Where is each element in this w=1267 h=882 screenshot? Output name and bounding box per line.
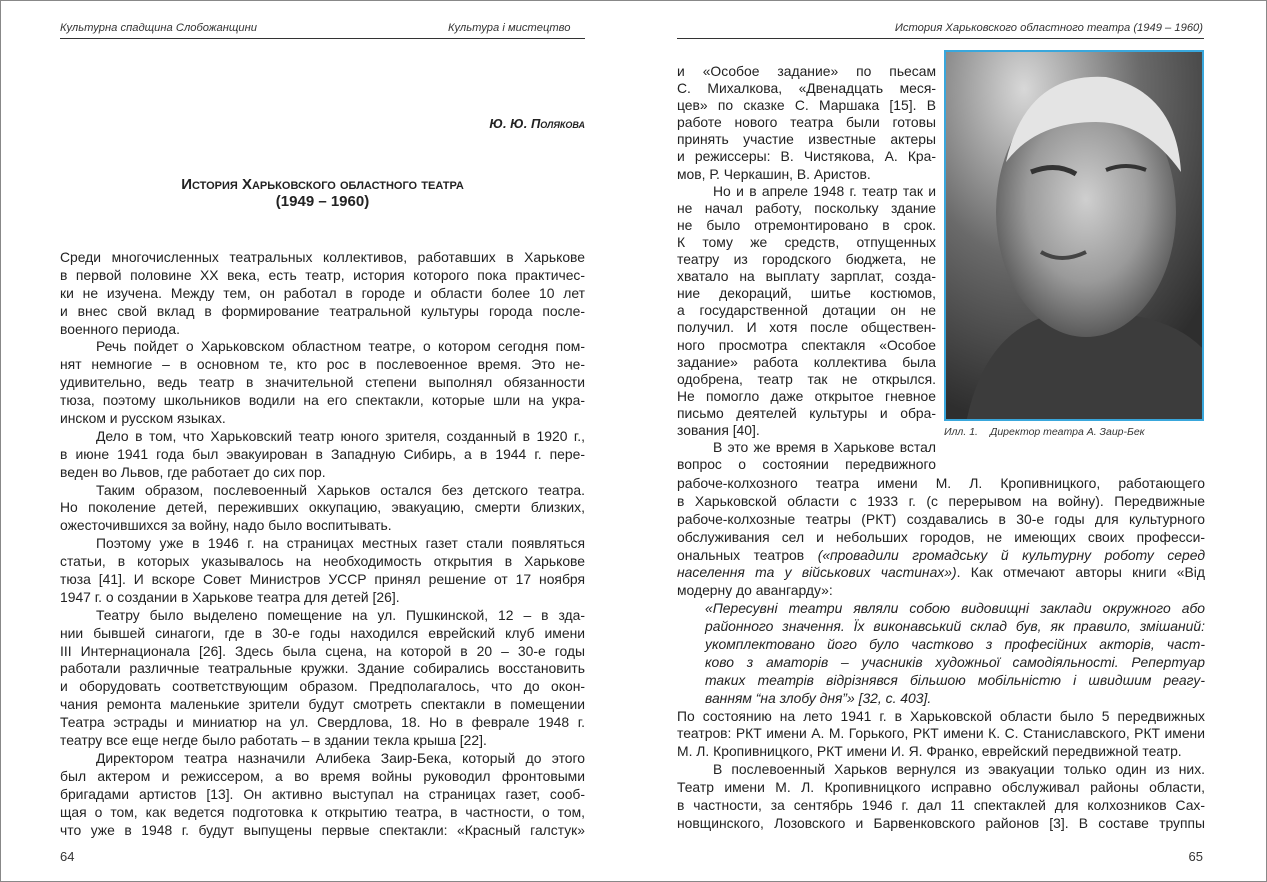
text-line: в первой половине XX века, есть театр, история которого пока практичес- [60,266,585,283]
running-head-left: Культурна спадщина Слобожанщини [60,22,257,34]
text-segment: в частности, за сентябрь 1946 г. дал 11 спектаклей для колхозников Сах- [677,797,1205,814]
text-line: Среди многочисленных театральных коллективов, работавших в Харькове [60,249,585,265]
text-line [677,797,1205,815]
text-line [677,547,1205,565]
text-segment: театров: РКТ имени А. М. Горького, РКТ имени К. С. Станиславского, РКТ имени [677,725,1205,742]
text-line: ние декораций, шитье костюмов, [677,285,936,302]
figure-label: Илл. 1. [944,426,978,438]
text-line: ного просмотра спектакля «Особое [677,336,936,353]
text-line: и режиссеры: В. Чистякова, А. Кра- [677,148,936,165]
portrait-image [946,52,1204,421]
text-segment: . Как отмечают авторы книги «Від [956,564,1205,581]
text-line: вопрос о состоянии передвижного [677,456,936,473]
text-line [677,761,1205,779]
text-line: Но и в апреле 1948 г. театр так и [713,182,936,199]
text-line: принять участие известные актеры [677,131,936,148]
figure-caption-text: Директор театра А. Заир-Бек [989,426,1145,438]
text-line: был актером и режиссером, а во время войны руководил фронтовыми [60,767,585,784]
text-line: письмо деятелей культуры и обра- [677,404,936,421]
text-line: театру все еще негде было работать – в здании текла крыша [22]. [60,732,487,749]
text-line [677,511,1205,529]
text-line: статьи, в которых указывалось на необходимость открытия в Харькове [60,553,585,570]
text-segment: в Харьковской области с 1933 г. (с перерывом на войну). Передвижные [677,492,1205,509]
quote-line [677,618,1205,636]
italic-text: ванням “на злобу дня”» [32, с. 403]. [705,689,932,706]
text-line: в июне 1941 года был эвакуирован в Западную Сибирь, а в 1944 г. пере- [60,445,585,462]
author: Ю. Ю. Полякова [489,116,585,131]
italic-text: населення та у військових частинах») [677,564,957,581]
text-line: цев» по сказке С. Маршака [15]. В [677,97,936,114]
text-line: мов, Р. Черкашин, В. Аристов. [677,165,871,182]
text-segment: рабоче-колхозного театра имени М. Л. Кропивницкого, работающего [677,475,1205,491]
narrow-body-text [677,63,936,473]
text-line: и «Особое задание» по пьесам [677,63,936,79]
header-rule [60,38,585,39]
text-line: нят немногие – в основном те, кто рос в послевоенное время. Это не- [60,356,585,373]
text-line: и оборудовать соответствующим образом. Предполагалось, что до окон- [60,678,585,695]
text-line: тюза, поэтому школьников водили на его спектакли, которые шли на укра- [60,392,585,409]
italic-text: районного значення. Їх виконавський склад був, як правило, змішаний: [705,618,1205,635]
italic-text: («провадили громадську й культурну роботу серед [817,546,1205,563]
text-line: хватало на выплату зарплат, созда- [677,268,936,285]
text-line [677,708,1205,726]
quote-line [677,636,1205,654]
text-segment: обслуживания сел и небольших городов, не имеющих своих професси- [677,528,1205,545]
text-line: Директором театра назначили Алибека Заир-Бека, который до этого [96,749,585,766]
text-line: работе нового театра были готовы [677,114,936,131]
text-line [677,475,1205,493]
quote-line [677,600,1205,618]
running-head: История Харьковского областного театра (1949 – 1960) [894,22,1203,34]
text-line: С. Михалкова, «Двенадцать меся- [677,80,936,97]
text-line [677,779,1205,797]
title-line-1: История Харьковского областного театра [181,176,464,193]
text-line: получил. И хотя после обществен- [677,319,936,336]
text-line [677,743,1205,761]
italic-text: «Пересувні театри являли собою видовищні заклади окружного або [705,600,1205,617]
text-line [677,582,1205,600]
text-line: щая о том, как ведется подготовка к открытию театра, в частности, о том, [60,803,585,820]
text-line: Поэтому уже в 1946 г. на страницах местных газет стали появляться [96,535,585,552]
text-line: III Интернационала [26]. Здесь была сцена, на которой в 20 – 30-е годы [60,642,585,659]
text-segment: Театр имени М. Л. Кропивницкого исправно обслуживал районы области, [677,779,1205,796]
figure-caption [944,426,1157,438]
wide-body-text [677,475,1205,833]
italic-text: таких театрів відрізнявся більшою мобільністю і швидшим реагу- [705,671,1205,688]
page-number: 64 [60,849,75,864]
italic-text: ково з аматорів – учасників художньої самодіяльності. Репертуар [705,653,1205,670]
quote-line [677,654,1205,672]
text-segment: ональных театров [677,546,818,563]
text-line: тюза [41]. И вскоре Совет Министров УССР принял решение от 17 ноября [60,571,585,588]
text-segment: В послевоенный Харьков вернулся из эвакуации только один из них. [713,761,1205,778]
article-title [60,176,585,210]
text-line: Но поколение детей, переживших оккупацию, эвакуацию, смерти близких, [60,499,585,516]
text-line: работали различные театральные кружки. Здание собирались восстановить [60,660,585,677]
running-head-section: Культура і мистецтво [448,22,571,34]
text-line: и внес свой вклад в формирование театральной культуры города после- [60,302,585,319]
text-line [677,493,1205,511]
text-line: чания ремонта маленькие зрители будут смотреть спектакли в помещении [60,696,585,713]
text-line: Не помогло даже открытое гневное [677,387,936,404]
text-line [677,815,1205,833]
text-line: инском и русском языках. [60,410,226,427]
quote-line [677,672,1205,690]
text-line: а государственной дотации он не [677,302,936,319]
text-segment: модерну до авангарду»: [677,582,833,599]
italic-text: укомплектовано його було частково з професійних акторів, част- [705,636,1205,653]
text-segment: По состоянию на лето 1941 г. в Харьковской области было 5 передвижных [677,707,1205,724]
left-page [0,0,633,882]
text-line: удивительно, ведь театр в значительной степени выполнял обязанности [60,374,585,391]
text-line: не начал работу, поскольку здание [677,199,936,216]
text-segment: М. Л. Кропивницкого, РКТ имени И. Я. Франко, еврейский передвижной театр. [677,743,1182,760]
text-line: нии бывшей синагоги, где в 30-е годы находился еврейский клуб имени [60,624,585,641]
text-line: зования [40]. [677,421,760,438]
text-line: что уже в 1948 г. будут выпущены первые спектакли: «Красный галстук» [60,821,585,838]
text-segment: новщинского, Лозовского и Барвенковского районов [3]. В составе труппы [677,814,1205,831]
text-line: ожесточившихся за войну, надо было воспитывать. [60,517,392,534]
text-line: Дело в том, что Харьковский театр юного зрителя, созданный в 1920 г., [96,427,585,444]
left-body-text [60,249,585,839]
page-number: 65 [1188,849,1203,864]
text-line: 1947 г. о создании в Харькове театра для детей [26]. [60,588,400,605]
title-line-2: (1949 – 1960) [275,193,370,210]
header-rule [677,38,1204,39]
text-line: Таким образом, послевоенный Харьков остался без детского театра. [96,481,585,498]
text-line: В это же время в Харькове встал [713,439,936,456]
text-line: ки не изучена. Между тем, он работал в городе и области более 10 лет [60,284,585,301]
text-line: веден во Львов, где работает до сих пор. [60,463,326,480]
text-line: задание» работа коллектива была [677,353,936,370]
text-line [677,725,1205,743]
text-line: военного периода. [60,320,180,337]
text-line: не было отремонтировано в срок. [677,216,936,233]
text-line [677,564,1205,582]
text-line [677,529,1205,547]
portrait-photo [944,50,1204,421]
text-line: Театра эстрады и миниатюр на ул. Свердлова, 18. Но в феврале 1948 г. [60,714,585,731]
text-line: бригадами артистов [13]. Он активно выступал на страницах газет, сооб- [60,785,585,802]
text-line: театру из городского бюджета, не [677,251,936,268]
text-line: одобрена, театр так не открылся. [677,370,936,387]
text-segment: рабоче-колхозные театры (РКТ) создавались в 30-е годы для культурного [677,510,1205,527]
text-line: К тому же средств, отпущенных [677,233,936,250]
text-line: Речь пойдет о Харьковском областном театре, о котором сегодня пом- [96,338,585,355]
text-line: Театру было выделено помещение на ул. Пушкинской, 12 – в зда- [96,606,585,623]
quote-line [677,690,1205,708]
